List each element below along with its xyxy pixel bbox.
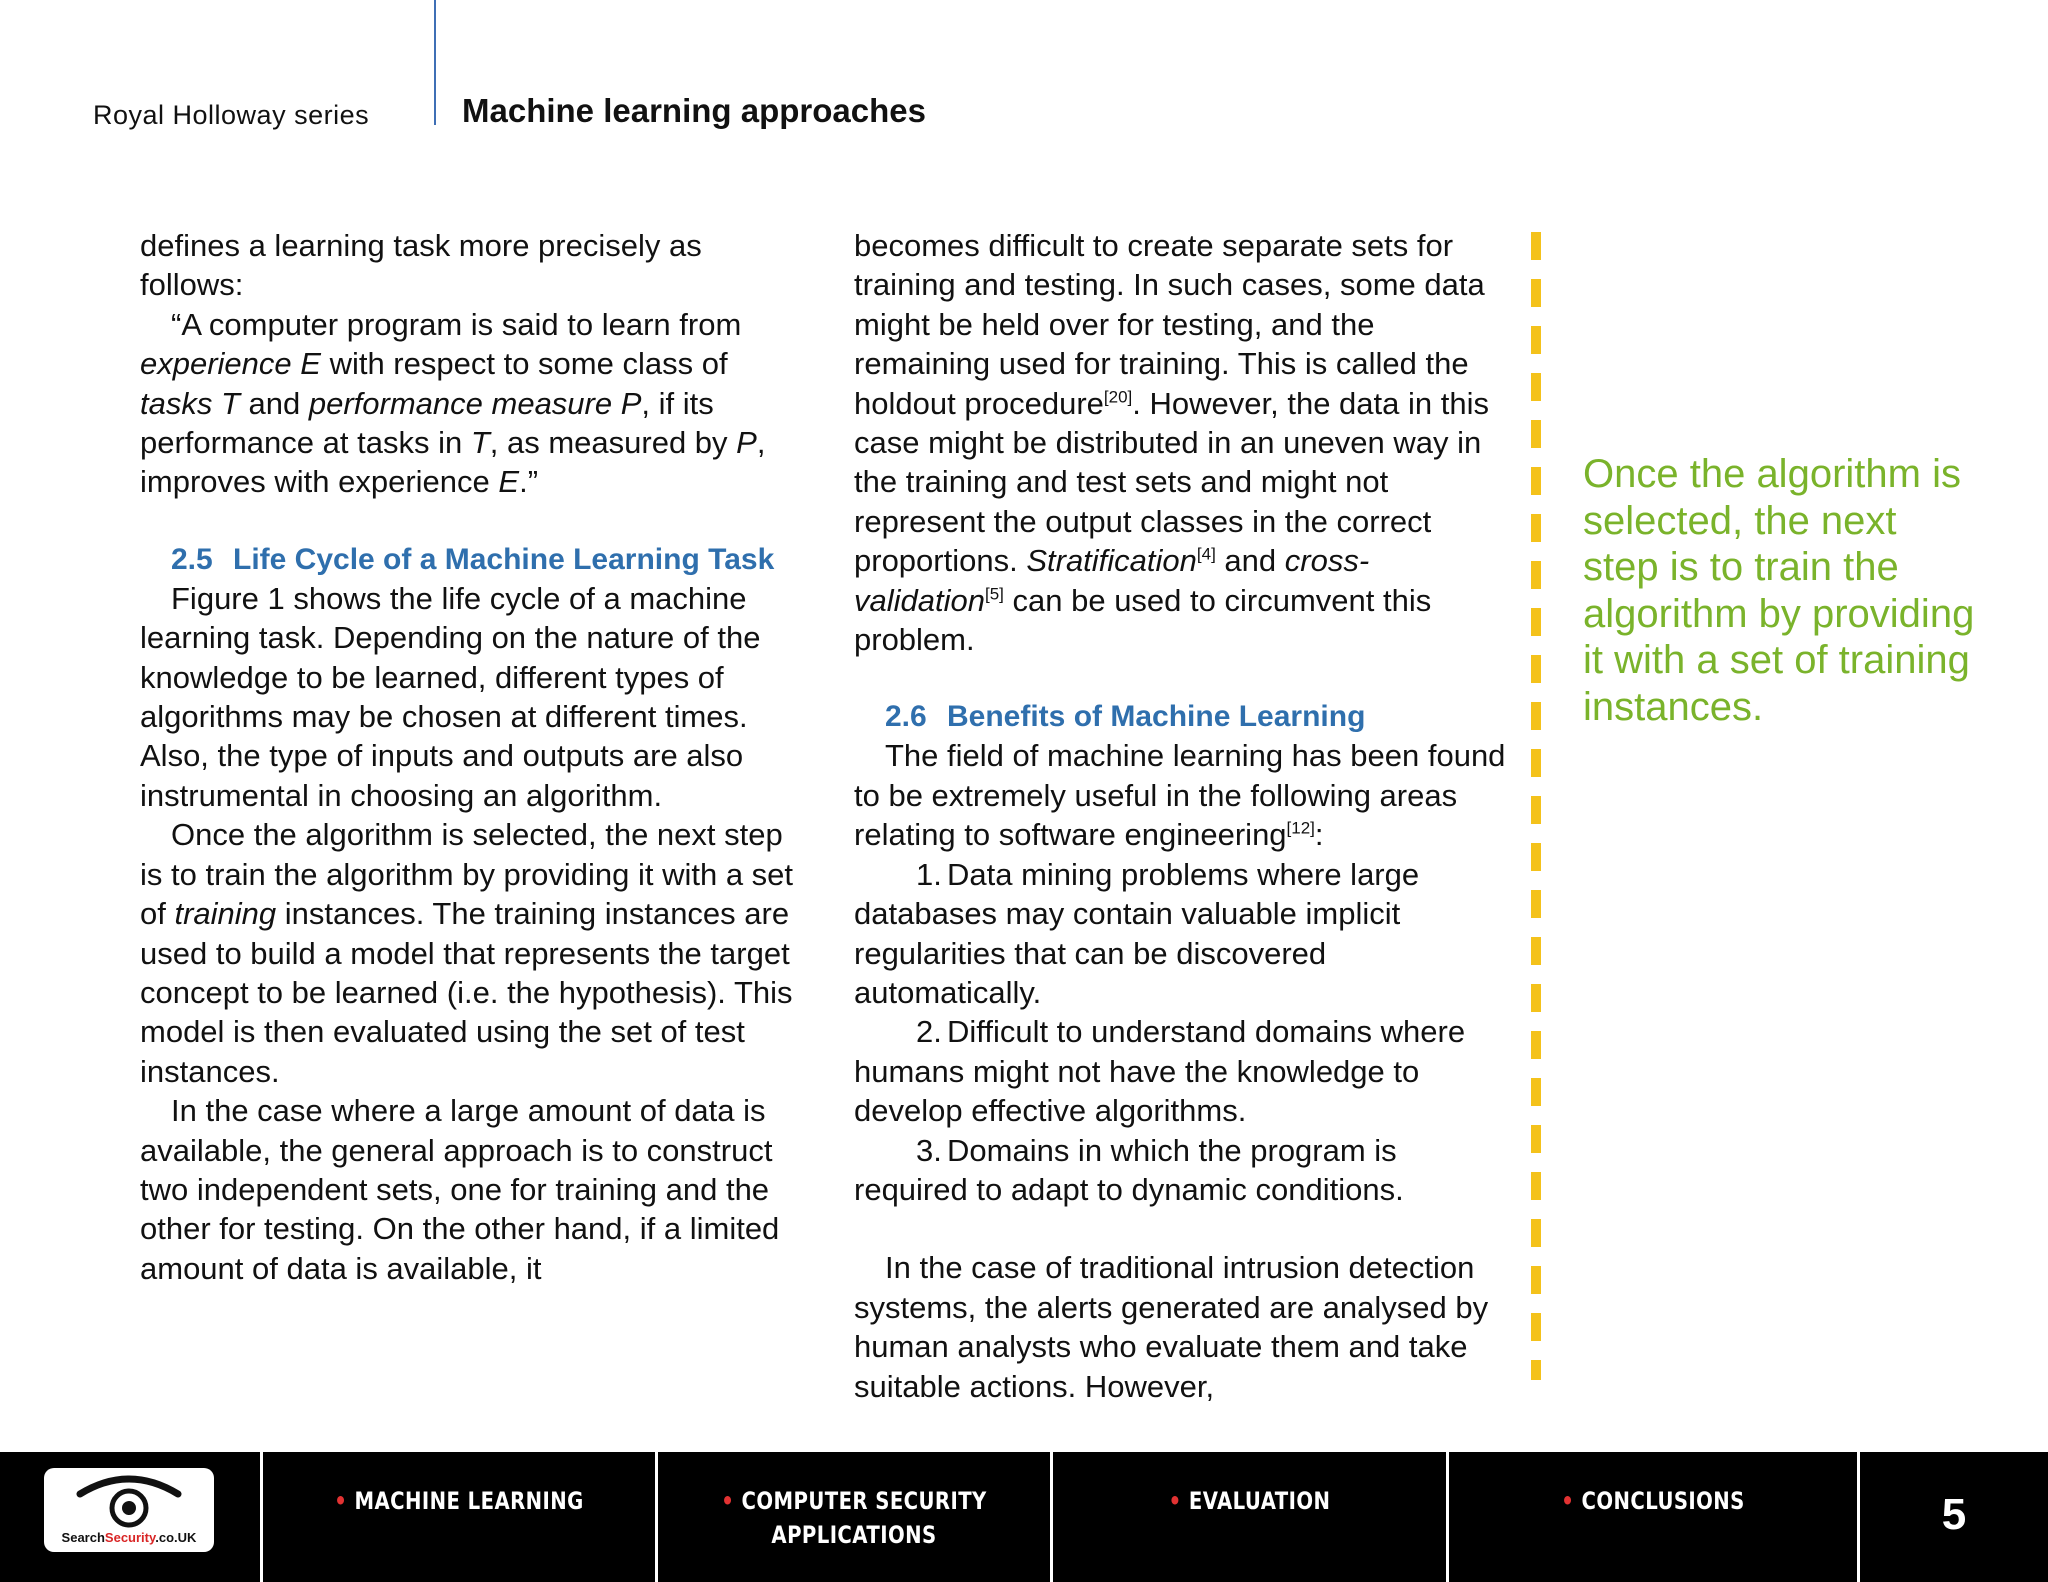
section-heading-2-5 — [140, 541, 800, 579]
section-title: Benefits of Machine Learning — [947, 700, 1366, 734]
paragraph-data-sets: In the case where a large amount of data is available, the general approach is to construct two independent sets, one for training and the other for testing. On the other hand, if a limited amount of data is available, it — [140, 1093, 780, 1286]
section-number: 2.6 — [885, 700, 927, 734]
section-title: Life Cycle of a Machine Learning Task — [233, 542, 775, 576]
nav-conclusions[interactable]: • CONCLUSIONS — [1561, 1487, 1745, 1515]
footer-divider — [1446, 1452, 1449, 1582]
dashed-divider — [1531, 232, 1541, 1380]
citation-4: [4] — [1196, 544, 1216, 564]
paragraph-training: Once the algorithm is selected, the next step is to train the algorithm by providing it with a set of training instances. The training instances are used to build a model that represents the target concept to be learned (i.e. the hypothesis). This model is then evaluated using the set of test instances. — [140, 817, 794, 1089]
list-item: 2. Difficult to understand domains where humans might not have the knowledge to develop effective algorithms. — [854, 1014, 1466, 1129]
paragraph-benefits: The field of machine learning has been found to be extremely useful in the following areas relating to software engineering[12]: — [854, 738, 1506, 853]
section-number: 2.5 — [171, 542, 213, 576]
page-number: 5 — [1941, 1490, 1967, 1539]
nav-computer-security-applications[interactable]: • COMPUTER SECURITY APPLICATIONS — [721, 1487, 987, 1549]
bullet-icon: • — [1168, 1487, 1182, 1515]
citation-20: [20] — [1103, 387, 1133, 407]
paragraph-holdout: becomes difficult to create separate sets for training and testing. In such cases, some data might be held over for testing, and the remaining used for training. This is called the holdout procedure[20]. However, the data in this case might be distributed in an uneven way in the training and test sets and might not represent the output classes in the correct proportions. Stratification[4] and cross-validation[5] can be used to circumvent this problem. — [854, 228, 1489, 658]
bullet-icon: • — [1561, 1487, 1575, 1515]
document-title: Machine learning approaches — [462, 92, 926, 129]
column-left — [140, 226, 800, 1288]
eye-icon — [74, 1472, 184, 1530]
bullet-icon: • — [721, 1487, 735, 1515]
pull-quote: Once the algorithm is selected, the next step is to train the algorithm by providing it with a set of training instances. — [1583, 452, 1975, 729]
citation-12: [12] — [1286, 818, 1315, 838]
footer-divider — [1050, 1452, 1053, 1582]
paragraph-intrusion-detection: In the case of traditional intrusion detection systems, the alerts generated are analysed by human analysts who evaluate them and take suitable actions. However, — [854, 1250, 1489, 1404]
logo-wordmark: SearchSecurity.co.UK — [61, 1530, 197, 1545]
column-middle — [854, 226, 1514, 1406]
header-divider — [434, 0, 436, 125]
footer-divider — [260, 1452, 263, 1582]
searchsecurity-logo[interactable] — [44, 1468, 214, 1552]
intro-line-1: defines a learning task more precisely as — [140, 228, 702, 263]
definition-quote: “A computer program is said to learn from experience E with respect to some class of tasks T and performance measure P, if its performance at tasks in T, as measured by P, improves with experience E.” — [140, 306, 766, 500]
paragraph-life-cycle: Figure 1 shows the life cycle of a machine learning task. Depending on the nature of the knowledge to be learned, different types of algorithms may be chosen at different times. Also, the type of inputs and outputs are also instrumental in choosing an algorithm. — [140, 580, 761, 813]
bullet-icon: • — [334, 1487, 348, 1515]
list-item: 1. Data mining problems where large databases may contain valuable implicit regularities that can be discovered automatically. — [854, 856, 1420, 1010]
intro-line-2: follows: — [140, 267, 244, 303]
nav-machine-learning[interactable]: • MACHINE LEARNING — [334, 1487, 584, 1515]
list-item: 3. Domains in which the program is required to adapt to dynamic conditions. — [854, 1132, 1404, 1207]
footer-nav-bar — [0, 1452, 2048, 1582]
citation-5: [5] — [984, 584, 1004, 604]
nav-evaluation[interactable]: • EVALUATION — [1168, 1487, 1331, 1515]
section-heading-2-6 — [854, 698, 1514, 736]
series-label: Royal Holloway series — [93, 100, 370, 130]
footer-divider — [655, 1452, 658, 1582]
